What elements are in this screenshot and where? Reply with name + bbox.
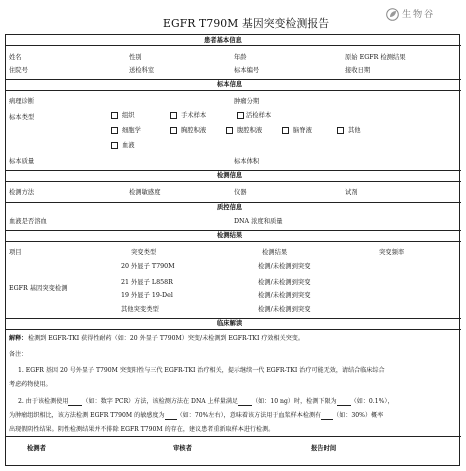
brand-logo-text: 生物谷 [402, 9, 435, 20]
mutation-result: 检测/未检测到突变 [258, 292, 311, 299]
specimen-type-option: 胸腔积液 [181, 127, 207, 134]
note-1-line-1: 1. EGFR 基因 20 号外显子 T790M 突变阳性与三代 EGFR-TKI 治疗相关，提示继续一代 EGFR-TKI 治疗可能无效，请结合临床综合 [18, 367, 385, 374]
interpretation-explain: 检测到 EGFR-TKI 获得性耐药（如：20 外显子 T790M）突变/未检测到 EGFR-TKI 疗效相关突变。 [28, 335, 304, 342]
section-patient-info: 患者基本信息 [204, 37, 242, 44]
test-method-label: 检测方法 [9, 189, 35, 196]
section-specimen-info: 标本信息 [217, 81, 243, 88]
mutation-result: 检测/未检测到突变 [258, 263, 311, 270]
report-title: EGFR T790M 基因突变检测报告 [163, 17, 330, 30]
mutation-result: 检测/未检测到突变 [258, 306, 311, 313]
checkbox-cytology[interactable] [111, 127, 118, 134]
divider [5, 45, 461, 46]
col-frequency-header: 突变频率 [379, 249, 405, 256]
checkbox-ascites[interactable] [226, 127, 233, 134]
divider [5, 241, 461, 242]
col-item-header: 项目 [9, 249, 22, 256]
note-2-line-3: 出现假阴性结果。阴性检测结果并不排除 EGFR T790M 的存在，建议患者重新取样本进行检测。 [9, 426, 275, 433]
reagent-label: 试剂 [345, 189, 358, 196]
section-qc-info: 质控信息 [217, 204, 243, 211]
specimen-type-option: 腹腔积液 [237, 127, 263, 134]
divider [5, 170, 461, 171]
patient-age-label: 年龄 [234, 54, 247, 61]
instrument-label: 仪器 [234, 189, 247, 196]
divider [5, 79, 461, 80]
checkbox-other[interactable] [337, 127, 344, 134]
mutation-type: 21 外显子 L858R [121, 279, 173, 286]
note-2-line-2: 为肿瘤组织相比，该方法检测 EGFR T790M 的敏感度为 （如：70%左右），意味着该方法用于血浆样本检测有 （如：30%）概率 [9, 412, 384, 419]
blank-field[interactable] [165, 413, 177, 420]
section-results: 检测结果 [217, 232, 243, 239]
blank-field[interactable] [321, 413, 333, 420]
tumor-stage-label: 肿瘤分期 [234, 98, 260, 105]
checkbox-tissue[interactable] [111, 112, 118, 119]
divider [5, 436, 461, 437]
original-egfr-result-label: 原始 EGFR 检测结果 [345, 54, 406, 61]
divider [5, 329, 461, 330]
divider [5, 202, 461, 203]
checkbox-biopsy[interactable] [237, 112, 244, 119]
patient-name-label: 姓名 [9, 54, 22, 61]
specimen-type-option: 手术样本 [181, 112, 207, 119]
note-2-line-1: 2. 由于该检测使用 （如：数字 PCR）方法，该检测方法在 DNA 上样量满足 （如：10 ng）时，检测下限为 （如：0.1%）， [18, 398, 394, 405]
sensitivity-label: 检测敏感度 [129, 189, 161, 196]
diagnosis-label: 病理诊断 [9, 98, 35, 105]
department-label: 送检科室 [129, 67, 155, 74]
specimen-quality-label: 标本质量 [9, 158, 35, 165]
specimen-type-option: 脑脊液 [293, 127, 312, 134]
specimen-type-option: 细胞学 [122, 127, 141, 134]
specimen-type-option: 活检样本 [246, 112, 272, 119]
divider [5, 181, 461, 182]
specimen-type-option: 血液 [122, 142, 135, 149]
checkbox-csf[interactable] [282, 127, 289, 134]
interpretation-explain-label: 解释： [9, 335, 28, 342]
col-mutation-type-header: 突变类型 [131, 249, 157, 256]
received-date-label: 接收日期 [345, 67, 371, 74]
tester-label: 检测者 [27, 445, 46, 452]
specimen-type-option: 组织 [122, 112, 135, 119]
divider [5, 318, 461, 319]
mutation-type: 20 外显子 T790M [121, 263, 175, 270]
section-test-info: 检测信息 [217, 172, 243, 179]
col-result-header: 检测结果 [262, 249, 288, 256]
mutation-result: 检测/未检测到突变 [258, 279, 311, 286]
blank-field[interactable] [68, 399, 82, 406]
divider [5, 90, 461, 91]
blank-field[interactable] [238, 399, 252, 406]
mutation-type: 19 外显子 19-Del [121, 292, 173, 299]
patient-gender-label: 性别 [129, 54, 142, 61]
hemolysis-label: 血液是否溶血 [9, 218, 47, 225]
egfr-test-item: EGFR 基因突变检测 [9, 285, 68, 292]
specimen-type-label: 标本类型 [9, 114, 35, 121]
specimen-no-label: 标本编号 [234, 67, 260, 74]
note-1-line-2: 考虑药物使用。 [9, 381, 52, 388]
specimen-type-option: 其他 [348, 127, 361, 134]
notes-label: 备注： [9, 351, 28, 358]
divider [5, 230, 461, 231]
reviewer-label: 审核者 [173, 445, 192, 452]
leaf-logo-icon [386, 8, 399, 21]
checkbox-blood[interactable] [111, 142, 118, 149]
checkbox-surgical[interactable] [170, 112, 177, 119]
section-interpretation: 临床解读 [217, 320, 243, 327]
dna-quality-label: DNA 浓度和质量 [234, 218, 283, 225]
hospital-no-label: 住院号 [9, 67, 28, 74]
specimen-volume-label: 标本体积 [234, 158, 260, 165]
checkbox-pleural[interactable] [170, 127, 177, 134]
report-time-label: 报告时间 [311, 445, 337, 452]
mutation-type: 其他突变类型 [121, 306, 159, 313]
blank-field[interactable] [337, 399, 351, 406]
